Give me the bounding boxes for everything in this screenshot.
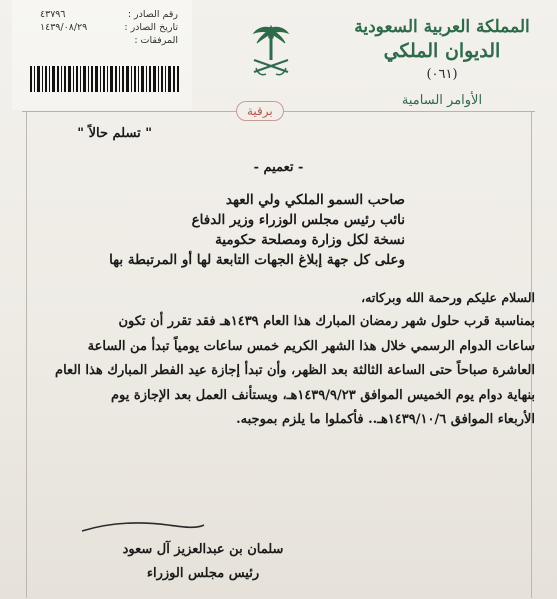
issue-date-value: ١٤٣٩/٠٨/٢٩	[40, 22, 88, 33]
reference-block	[40, 8, 178, 47]
office-name: الأوامر السامية	[401, 93, 483, 108]
addressee-line: نسخة لكل وزارة ومصلحة حكومية	[215, 232, 405, 248]
handwritten-mark	[78, 517, 208, 537]
issue-number-value: ٤٣٧٩٦	[40, 9, 66, 20]
urgent-note: " تسلم حالاً "	[77, 126, 152, 141]
body-paragraph	[21, 310, 535, 433]
kingdom-name: المملكة العربية السعودية	[354, 17, 530, 37]
addressee-line: نائب رئيس مجلس الوزراء وزير الدفاع	[191, 212, 405, 228]
body-line: الأربعاء الموافق ١٤٣٩/١٠/٦هـ.. فأكملوا ما يلزم بموجبه.	[236, 412, 535, 427]
attachments-row	[40, 34, 178, 47]
greeting: السلام عليكم ورحمة الله وبركاته،	[361, 290, 535, 305]
circular-title: - تعميم -	[253, 160, 304, 175]
signatory-title: رئيس مجلس الوزراء	[146, 566, 260, 581]
palm-swords-emblem-icon	[248, 22, 294, 84]
letterhead	[347, 16, 537, 112]
addressee-line: صاحب السمو الملكي ولي العهد	[225, 192, 405, 208]
issue-date-row	[40, 21, 178, 34]
body-line: العاشرة صباحاً حتى الساعة الثالثة بعد الظهر، وأن تبدأ إجازة عيد الفطر المبارك هذا العام	[55, 363, 535, 378]
attachments-label: المرفقات :	[134, 35, 178, 46]
office-code: (٠٦١)	[426, 67, 458, 82]
issue-number-label: رقم الصادر :	[127, 9, 178, 20]
body-line: ساعات الدوام الرسمي خلال هذا الشهر الكريم خمس ساعات يومياً تبدأ من الساعة	[87, 338, 535, 354]
signature-block	[118, 538, 288, 586]
royal-court: الديوان الملكي	[383, 40, 501, 62]
addressee-line: وعلى كل جهة إبلاغ الجهات التابعة لها أو المرتبطة بها	[109, 252, 405, 268]
signatory-name: سلمان بن عبدالعزيز آل سعود	[122, 542, 284, 557]
addressee-block	[105, 190, 405, 270]
telegram-tag: برقية	[236, 101, 284, 121]
issue-date-label: تاريخ الصادر :	[124, 22, 178, 33]
barcode	[30, 66, 180, 92]
issue-number-row	[40, 8, 178, 21]
body-line: بمناسبة قرب حلول شهر رمضان المبارك هذا العام ١٤٣٩هـ فقد تقرر أن تكون	[118, 314, 535, 329]
body-line: بنهاية دوام يوم الخميس الموافق ١٤٣٩/٩/٢٣هـ، ويستأنف العمل بعد الإجازة يوم	[110, 387, 535, 403]
